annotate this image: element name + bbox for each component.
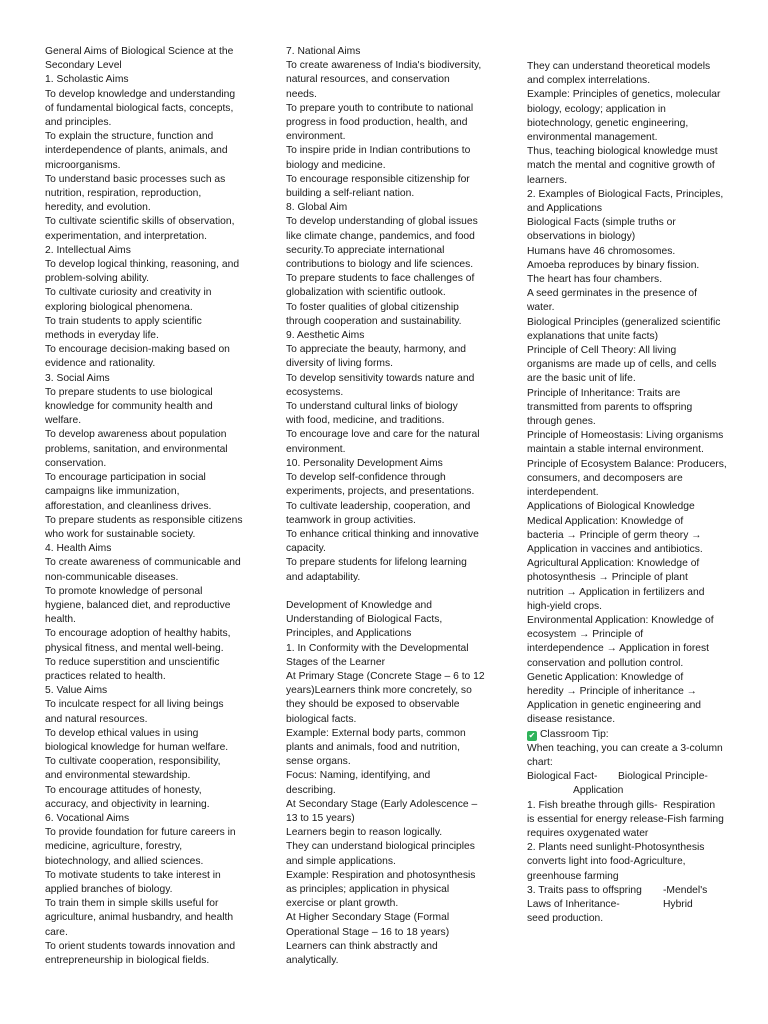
text-line: ecosystems. bbox=[286, 386, 344, 398]
text-line: Principle of Homeostasis: Living organisms bbox=[527, 430, 724, 442]
text-line: security.To appreciate international bbox=[286, 244, 445, 256]
text-line: and principles. bbox=[45, 117, 112, 129]
text-line: 1. Scholastic Aims bbox=[45, 74, 129, 86]
tip-row: converts light into food-Agriculture, bbox=[527, 856, 686, 868]
text-line: health. bbox=[45, 614, 76, 626]
classroom-tip-label: Classroom Tip: bbox=[540, 728, 609, 740]
text-line: and adaptability. bbox=[286, 571, 361, 583]
text-line: bacteria → Principle of germ theory → bbox=[527, 529, 702, 541]
tip-row bbox=[527, 799, 752, 813]
text-line: Stages of the Learner bbox=[286, 656, 386, 668]
text-line: explanations that unite facts) bbox=[527, 330, 659, 342]
text-line: To motivate students to take interest in bbox=[45, 869, 221, 881]
text-line: Application in vaccines and antibiotics. bbox=[527, 543, 703, 555]
text-line: entrepreneurship in biological fields. bbox=[45, 955, 210, 966]
text-line: organisms are made up of cells, and cells bbox=[527, 359, 717, 371]
text-line: At Higher Secondary Stage (Formal bbox=[286, 912, 450, 924]
text-line: Learners can think abstractly and bbox=[286, 940, 438, 952]
text-line: Focus: Naming, identifying, and bbox=[286, 770, 431, 782]
text-line: microorganisms. bbox=[45, 159, 121, 171]
text-line: biological knowledge for human welfare. bbox=[45, 741, 229, 753]
text-line: disease resistance. bbox=[527, 714, 616, 726]
text-line: evidence and rationality. bbox=[45, 358, 156, 370]
text-line: applied branches of biology. bbox=[45, 883, 173, 895]
text-line: of fundamental biological facts, concepts, bbox=[45, 102, 234, 114]
column-middle bbox=[286, 45, 511, 968]
text-line: observations in biology) bbox=[527, 231, 636, 243]
text-line: To create awareness of communicable and bbox=[45, 557, 241, 569]
text-line: To cultivate curiosity and creativity in bbox=[45, 287, 212, 299]
text-line: exercise or plant growth. bbox=[286, 898, 399, 910]
text-line: water. bbox=[527, 302, 555, 314]
text-line: analytically. bbox=[286, 954, 339, 966]
text-line: To inculcate respect for all living beings bbox=[45, 699, 224, 711]
text-line: plants and animals, food and nutrition, bbox=[286, 741, 461, 753]
text-line: They can understand biological principles bbox=[286, 841, 475, 853]
text-line: as principles; application in physical bbox=[286, 883, 450, 895]
text-line: learners. bbox=[527, 174, 568, 186]
text-line: 2. Intellectual Aims bbox=[45, 244, 131, 256]
text-line: and simple applications. bbox=[286, 855, 396, 867]
column-left bbox=[45, 45, 270, 968]
text-line: capacity. bbox=[286, 543, 326, 555]
text-line: medicine, agriculture, forestry, bbox=[45, 841, 183, 853]
column-right bbox=[527, 60, 752, 926]
text-line: To cultivate scientific skills of observation, bbox=[45, 216, 235, 228]
text-line: transmitted from parents to offspring bbox=[527, 401, 693, 413]
text-line: To develop logical thinking, reasoning, and bbox=[45, 259, 240, 271]
text-line: campaigns like immunization, bbox=[45, 486, 180, 498]
text-line: Biological Principles (generalized scientific bbox=[527, 316, 721, 328]
text-line: Agricultural Application: Knowledge of bbox=[527, 558, 700, 570]
text-line: problem-solving ability. bbox=[45, 273, 149, 285]
text-line: environmental management. bbox=[527, 132, 658, 144]
text-line: To train them in simple skills useful for bbox=[45, 898, 219, 910]
text-line: Thus, teaching biological knowledge must bbox=[527, 146, 718, 158]
text-line: Biological Facts (simple truths or bbox=[527, 217, 676, 229]
text-line: exploring biological phenomena. bbox=[45, 301, 193, 313]
text-line: To enhance critical thinking and innovative bbox=[286, 528, 479, 540]
text-line: To encourage love and care for the natural bbox=[286, 429, 480, 441]
text-line: and complex interrelations. bbox=[527, 75, 651, 87]
text-line: heredity, and evolution. bbox=[45, 202, 151, 214]
text-line: experimentation, and interpretation. bbox=[45, 230, 207, 242]
text-line: biological facts. bbox=[286, 713, 357, 725]
text-line: practices related to health. bbox=[45, 670, 166, 682]
tip-row: requires oxygenated water bbox=[527, 827, 649, 839]
text-line: To encourage responsible citizenship for bbox=[286, 173, 470, 185]
text-line: like climate change, pandemics, and food bbox=[286, 230, 475, 242]
text-line: globalization with scientific outlook. bbox=[286, 287, 446, 299]
text-line: who work for sustainable society. bbox=[45, 528, 196, 540]
text-line: welfare. bbox=[45, 415, 82, 427]
tip-header-application: Application bbox=[573, 785, 624, 797]
text-line: are the basic unit of life. bbox=[527, 373, 636, 385]
text-line: 8. Global Aim bbox=[286, 202, 348, 214]
text-line: biotechnology, genetic engineering, bbox=[527, 117, 689, 129]
text-line: agriculture, animal husbandry, and health bbox=[45, 912, 234, 924]
text-line: To orient students towards innovation and bbox=[45, 940, 236, 952]
text-line: interdependence of plants, animals, and bbox=[45, 145, 228, 157]
text-line: diversity of living forms. bbox=[286, 358, 394, 370]
text-line: knowledge for community health and bbox=[45, 401, 213, 413]
text-line: Amoeba reproduces by binary fission. bbox=[527, 259, 700, 271]
text-line: The heart has four chambers. bbox=[527, 274, 663, 286]
text-line: nutrition, respiration, reproduction, bbox=[45, 188, 202, 200]
text-line: To encourage participation in social bbox=[45, 472, 206, 484]
text-line: 4. Health Aims bbox=[45, 543, 112, 555]
text-line: To understand cultural links of biology bbox=[286, 401, 458, 413]
text-line: To foster qualities of global citizenship bbox=[286, 301, 459, 313]
text-line: 9. Aesthetic Aims bbox=[286, 330, 365, 342]
text-line: experiments, projects, and presentations. bbox=[286, 486, 475, 498]
text-line: Applications of Biological Knowledge bbox=[527, 501, 695, 513]
text-line: building a self-reliant nation. bbox=[286, 188, 415, 200]
text-line: Example: Principles of genetics, molecular bbox=[527, 89, 721, 101]
text-line: biology and medicine. bbox=[286, 159, 386, 171]
text-line: teamwork in group activities. bbox=[286, 514, 416, 526]
column-right-body bbox=[527, 60, 752, 728]
text-line: Secondary Level bbox=[45, 60, 122, 72]
classroom-tip-heading bbox=[527, 728, 752, 742]
text-line: maintain a stable internal environment. bbox=[527, 444, 704, 456]
text-line: Medical Application: Knowledge of bbox=[527, 515, 684, 527]
text-line: hygiene, balanced diet, and reproductive bbox=[45, 599, 231, 611]
text-line: sense organs. bbox=[286, 756, 351, 768]
text-line: To appreciate the beauty, harmony, and bbox=[286, 344, 466, 356]
text-line: through cooperation and sustainability. bbox=[286, 315, 462, 327]
text-line: problems, sanitation, and environmental bbox=[45, 443, 228, 455]
text-line: through genes. bbox=[527, 416, 596, 428]
text-line: interdependent. bbox=[527, 487, 599, 499]
text-line: years)Learners think more concretely, so bbox=[286, 685, 472, 697]
text-line: To prepare students as responsible citizens bbox=[45, 514, 243, 526]
text-line: afforestation, and cleanliness drives. bbox=[45, 500, 212, 512]
text-line: photosynthesis → Principle of plant bbox=[527, 572, 688, 584]
text-line: contributions to biology and life sciences. bbox=[286, 259, 474, 271]
tip-text: chart: bbox=[527, 756, 553, 768]
text-line: To cultivate cooperation, responsibility, bbox=[45, 756, 221, 768]
tip-row: is essential for energy release-Fish farming bbox=[527, 813, 724, 825]
tip-row-text: 3. Traits pass to offspring bbox=[527, 884, 642, 896]
tip-row: 2. Plants need sunlight-Photosynthesis bbox=[527, 842, 705, 854]
text-line: and Applications bbox=[527, 203, 602, 215]
checkmark-icon: ✔ bbox=[528, 730, 536, 740]
text-line: Example: External body parts, common bbox=[286, 727, 466, 739]
text-line: Example: Respiration and photosynthesis bbox=[286, 869, 476, 881]
text-line: Genetic Application: Knowledge of bbox=[527, 671, 684, 683]
text-line: Principle of Ecosystem Balance: Producers, bbox=[527, 458, 727, 470]
text-line: At Secondary Stage (Early Adolescence – bbox=[286, 798, 478, 810]
tip-text: When teaching, you can create a 3-column bbox=[527, 742, 723, 754]
text-line: ecosystem → Principle of bbox=[527, 629, 644, 641]
text-line: To prepare youth to contribute to national bbox=[286, 102, 474, 114]
text-line: To understand basic processes such as bbox=[45, 173, 226, 185]
text-line: physical fitness, and mental well-being. bbox=[45, 642, 224, 654]
text-line: 2. Examples of Biological Facts, Principles, bbox=[527, 188, 724, 200]
text-line: To develop awareness about population bbox=[45, 429, 227, 441]
tip-row-text: Respiration bbox=[663, 799, 716, 811]
text-line: 3. Social Aims bbox=[45, 372, 110, 384]
text-line: 1. In Conformity with the Developmental bbox=[286, 642, 469, 654]
text-line: environment. bbox=[286, 443, 346, 455]
text-line: and environmental stewardship. bbox=[45, 770, 191, 782]
tip-row-text: 1. Fish breathe through gills- bbox=[527, 799, 658, 811]
text-line: natural resources, and conservation bbox=[286, 74, 450, 86]
text-line: To encourage attitudes of honesty, bbox=[45, 784, 202, 796]
text-line: To develop understanding of global issues bbox=[286, 216, 478, 228]
text-line: To prepare students to use biological bbox=[45, 386, 213, 398]
text-line: environment. bbox=[286, 131, 346, 143]
tip-row bbox=[527, 884, 752, 898]
text-line: To promote knowledge of personal bbox=[45, 585, 203, 597]
tip-header-principle: Biological Principle- bbox=[618, 771, 708, 783]
text-line bbox=[286, 585, 511, 599]
classroom-tip bbox=[527, 728, 752, 927]
text-line: nutrition → Application in fertilizers and bbox=[527, 586, 705, 598]
text-line: progress in food production, health, and bbox=[286, 117, 468, 129]
text-line: To develop self-confidence through bbox=[286, 472, 446, 484]
text-line: 10. Personality Development Aims bbox=[286, 457, 443, 469]
text-line: with food, medicine, and traditions. bbox=[286, 415, 445, 427]
text-line: To develop ethical values in using bbox=[45, 727, 199, 739]
tip-row-text: Laws of Inheritance- bbox=[527, 898, 620, 910]
text-line: Principle of Cell Theory: All living bbox=[527, 345, 677, 357]
text-line: interdependence → Application in forest bbox=[527, 643, 710, 655]
text-line: and natural resources. bbox=[45, 713, 148, 725]
text-line: Learners begin to reason logically. bbox=[286, 827, 443, 839]
tip-row bbox=[527, 898, 752, 912]
text-line: To explain the structure, function and bbox=[45, 131, 214, 143]
text-line: Principles, and Applications bbox=[286, 628, 412, 640]
text-line: conservation. bbox=[45, 457, 107, 469]
text-line: Application in genetic engineering and bbox=[527, 700, 702, 712]
text-line: To develop sensitivity towards nature and bbox=[286, 372, 475, 384]
text-line: To train students to apply scientific bbox=[45, 315, 202, 327]
tip-header-fact: Biological Fact- bbox=[527, 771, 598, 783]
text-line: describing. bbox=[286, 784, 336, 796]
text-line: 7. National Aims bbox=[286, 46, 361, 57]
text-line: Principle of Inheritance: Traits are bbox=[527, 387, 681, 399]
text-line: To encourage decision-making based on bbox=[45, 344, 230, 356]
text-line: A seed germinates in the presence of bbox=[527, 288, 698, 300]
text-line: non-communicable diseases. bbox=[45, 571, 179, 583]
text-line: Operational Stage – 16 to 18 years) bbox=[286, 926, 450, 938]
text-line: To provide foundation for future careers in bbox=[45, 827, 236, 839]
text-line: To encourage adoption of healthy habits, bbox=[45, 628, 231, 640]
text-line: To develop knowledge and understanding bbox=[45, 88, 236, 100]
text-line: high-yield crops. bbox=[527, 600, 602, 612]
text-line: consumers, and decomposers are bbox=[527, 472, 683, 484]
text-line: accuracy, and objectivity in learning. bbox=[45, 798, 210, 810]
text-line: To create awareness of India's biodiversity, bbox=[286, 60, 482, 72]
text-line: conservation and pollution control. bbox=[527, 657, 684, 669]
text-line: To reduce superstition and unscientific bbox=[45, 656, 220, 668]
text-line: To inspire pride in Indian contributions to bbox=[286, 145, 471, 157]
text-line: heredity → Principle of inheritance → bbox=[527, 685, 697, 697]
text-line: match the mental and cognitive growth of bbox=[527, 160, 715, 172]
tip-chart-header bbox=[527, 770, 752, 784]
text-line: biotechnology, and allied sciences. bbox=[45, 855, 204, 867]
text-line: At Primary Stage (Concrete Stage – 6 to 12 bbox=[286, 670, 485, 682]
text-line: Understanding of Biological Facts, bbox=[286, 614, 443, 626]
text-line: Environmental Application: Knowledge of bbox=[527, 614, 714, 626]
text-line: needs. bbox=[286, 88, 317, 100]
text-line: biology, ecology; application in bbox=[527, 103, 666, 115]
tip-row-text: -Mendel's bbox=[663, 884, 708, 896]
text-line: General Aims of Biological Science at the bbox=[45, 46, 234, 57]
text-line: Humans have 46 chromosomes. bbox=[527, 245, 676, 257]
tip-row: seed production. bbox=[527, 913, 604, 925]
text-line: Development of Knowledge and bbox=[286, 599, 432, 611]
text-line: methods in everyday life. bbox=[45, 330, 159, 342]
text-line: They can understand theoretical models bbox=[527, 61, 711, 72]
tip-row-text: Hybrid bbox=[663, 898, 693, 910]
text-line: 13 to 15 years) bbox=[286, 812, 355, 824]
tip-row: greenhouse farming bbox=[527, 870, 619, 882]
text-line: To cultivate leadership, cooperation, and bbox=[286, 500, 471, 512]
text-line: To prepare students to face challenges of bbox=[286, 273, 475, 285]
text-line: care. bbox=[45, 926, 68, 938]
text-line: 5. Value Aims bbox=[45, 685, 108, 697]
text-line: 6. Vocational Aims bbox=[45, 812, 130, 824]
text-line: To prepare students for lifelong learning bbox=[286, 557, 467, 569]
text-line: they should be exposed to observable bbox=[286, 699, 460, 711]
